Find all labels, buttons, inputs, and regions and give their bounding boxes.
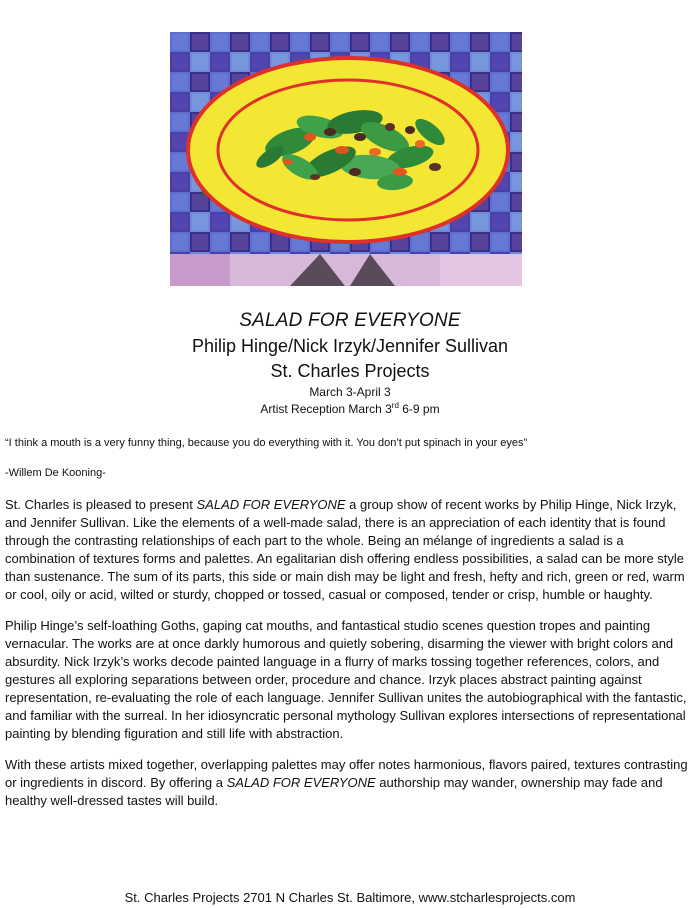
quote-attribution: -Willem De Kooning- <box>5 467 106 479</box>
reception-ordinal: rd <box>391 401 399 410</box>
reception-prefix: Artist Reception March 3 <box>260 402 392 416</box>
p1-show-title: SALAD FOR EVERYONE <box>196 497 346 512</box>
p1-body: a group show of recent works by Philip Hinge, Nick Irzyk, and Jennifer Sullivan. Like the elements of a well-made salad, there is an appreciation of each identity that is found through the contrasting relationships of each part to the whole. Being an mélange of ingredients a salad is a combination of textures forms and palettes. An egalitarian dish offering endless possibilities, a salad can be more style than sustenance. The sum of its parts, this side or main dish may be light and fresh, hefty and rich, green or red, warm or cool, oily or acid, wilted or sturdy, chopped or tossed, casual or composed, tender or crisp, humble or haughty. <box>5 497 685 602</box>
p3-show-title: SALAD FOR EVERYONE <box>226 775 376 790</box>
epigraph-quote: “I think a mouth is a very funny thing, because you do everything with it. You don’t put spinach in your eyes” <box>5 437 528 449</box>
salad-painting <box>170 32 522 286</box>
artists-line: Philip Hinge/Nick Irzyk/Jennifer Sullivan <box>191 336 509 356</box>
reception-info <box>0 401 700 418</box>
p3-lead: With these artists mixed together, overlapping palettes may offer notes harmonious, flavors paired, textures contrasting or ingredients in discord. By offering a <box>5 757 688 790</box>
paragraph-closing <box>5 756 695 810</box>
reception-time: 6-9 pm <box>398 402 440 416</box>
paragraph-intro <box>5 496 695 604</box>
press-release-body <box>5 436 695 823</box>
show-title: SALAD FOR EVERYONE <box>239 310 461 331</box>
exhibition-dates: March 3-April 3 <box>309 385 391 399</box>
show-header <box>0 308 700 418</box>
venue-name: St. Charles Projects <box>270 361 430 381</box>
footer-address: St. Charles Projects 2701 N Charles St. Baltimore, www.stcharlesprojects.com <box>124 890 576 905</box>
p3-body: authorship may wander, ownership may fade and healthy well-dressed tastes will build. <box>5 775 663 808</box>
p1-lead: St. Charles is pleased to present <box>5 497 197 512</box>
paragraph-artists: Philip Hinge’s self-loathing Goths, gaping cat mouths, and fantastical studio scenes question tropes and painting vernacular. The works are at once darkly humorous and quietly sobering, disarming the viewer with bright colors and absurdity. Nick Irzyk’s works decode painted language in a flurry of marks tossing together references, colors, and gestures all exploring separations between order, procedure and chance. Irzyk places abstract painting against representation, re-evaluating the role of each language. Jennifer Sullivan unites the autobiographical with the fantastic, and familiar with the surreal. In her idiosyncratic personal mythology Sullivan explores intersections of representational painting by blending figuration and still life with abstraction. <box>5 618 687 741</box>
